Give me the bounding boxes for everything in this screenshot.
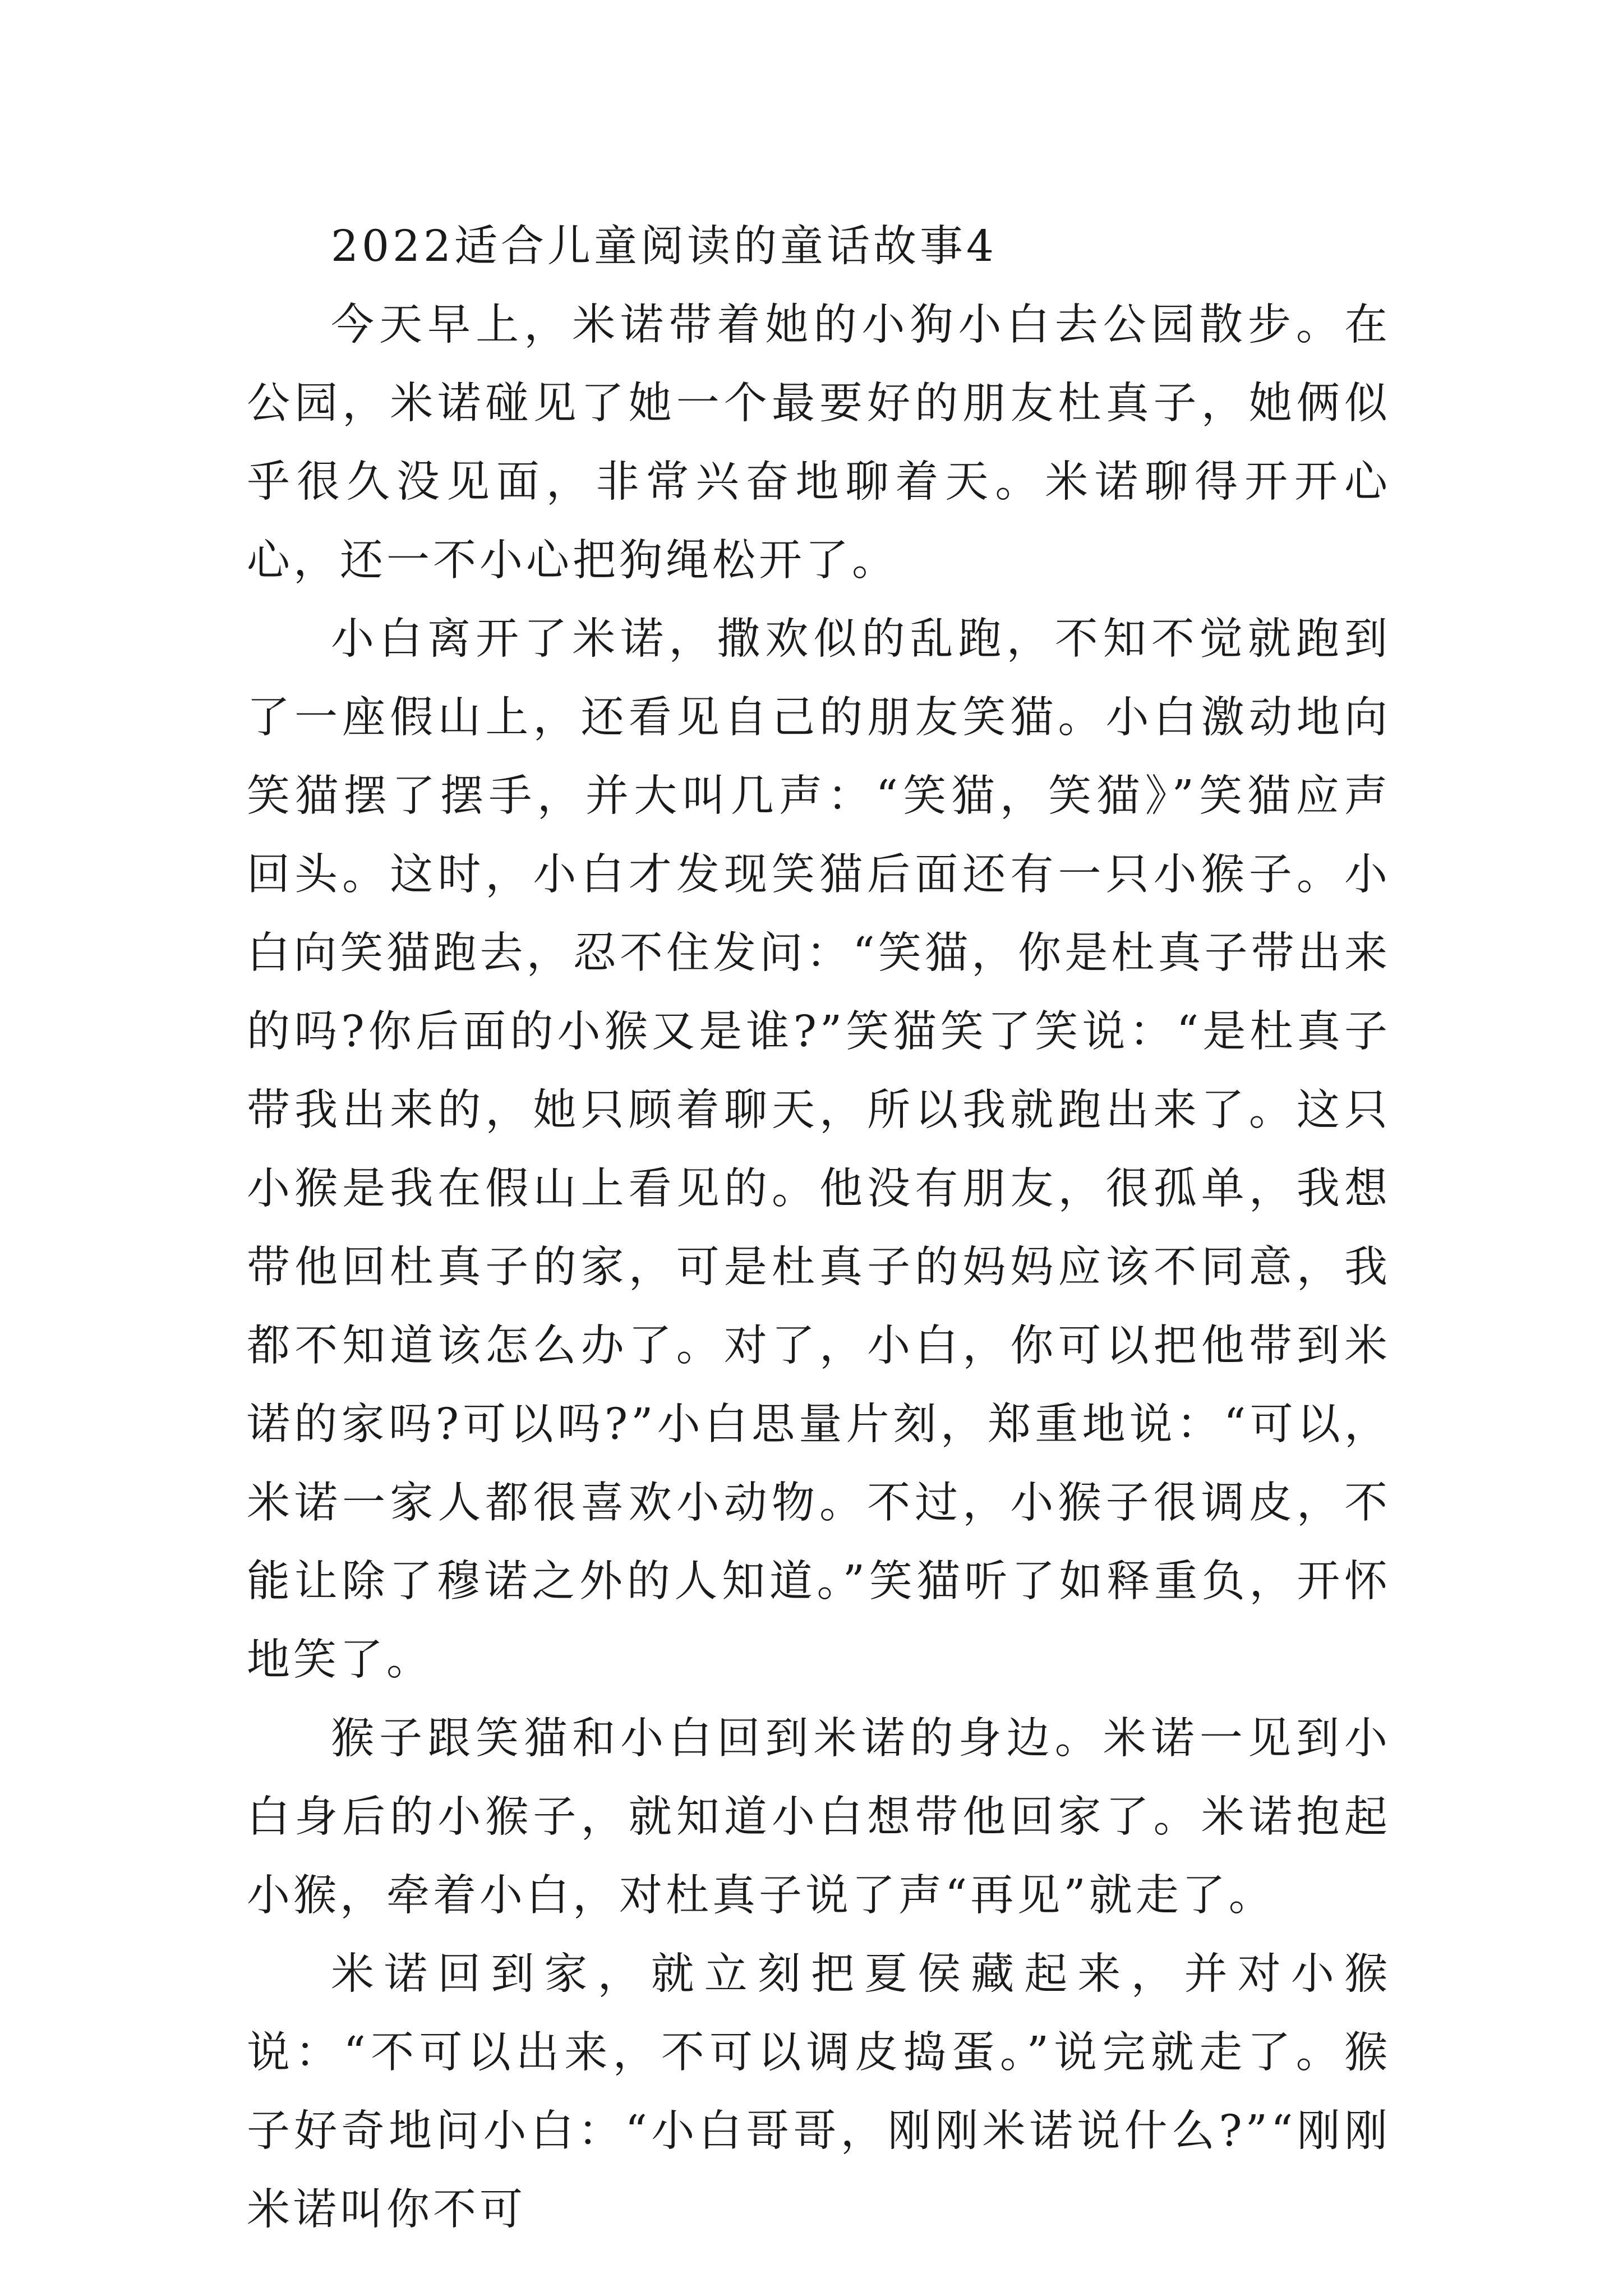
paragraph-3: 猴子跟笑猫和小白回到米诺的身边。米诺一见到小白身后的小猴子，就知道小白想带他回家了。米诺抱起小猴，牵着小白，对杜真子说了声“再见”就走了。 [247, 1714, 1391, 1921]
document-body [247, 208, 1391, 2249]
document-title: 2022适合儿童阅读的童话故事4 [331, 222, 997, 272]
paragraph-1: 今天早上，米诺带着她的小狗小白去公园散步。在公园，米诺碰见了她一个最要好的朋友杜真子，她俩似乎很久没见面，非常兴奋地聊着天。米诺聊得开开心心，还一不小心把狗绳松开了。 [247, 300, 1391, 586]
paragraph-4: 米诺回到家，就立刻把夏侯藏起来，并对小猴说：“不可以出来，不可以调皮捣蛋。”说完就走了。猴子好奇地问小白：“小白哥哥，刚刚米诺说什么?”“刚刚米诺叫你不可 [247, 1949, 1391, 2235]
paragraph-2: 小白离开了米诺，撒欢似的乱跑，不知不觉就跑到了一座假山上，还看见自己的朋友笑猫。小白激动地向笑猫摆了摆手，并大叫几声：“笑猫，笑猫》”笑猫应声回头。这时，小白才发现笑猫后面还有一只小猴子。小白向笑猫跑去，忍不住发问：“笑猫，你是杜真子带出来的吗?你后面的小猴又是谁?”笑猫笑了笑说：“是杜真子带我出来的，她只顾着聊天，所以我就跑出来了。这只小猴是我在假山上看见的。他没有朋友，很孤单，我想带他回杜真子的家，可是杜真子的妈妈应该不同意，我都不知道该怎么办了。对了，小白，你可以把他带到米诺的家吗?可以吗?”小白思量片刻，郑重地说：“可以，米诺一家人都很喜欢小动物。不过，小猴子很调皮，不能让除了穆诺之外的人知道。”笑猫听了如释重负，开怀地笑了。 [247, 614, 1391, 1685]
